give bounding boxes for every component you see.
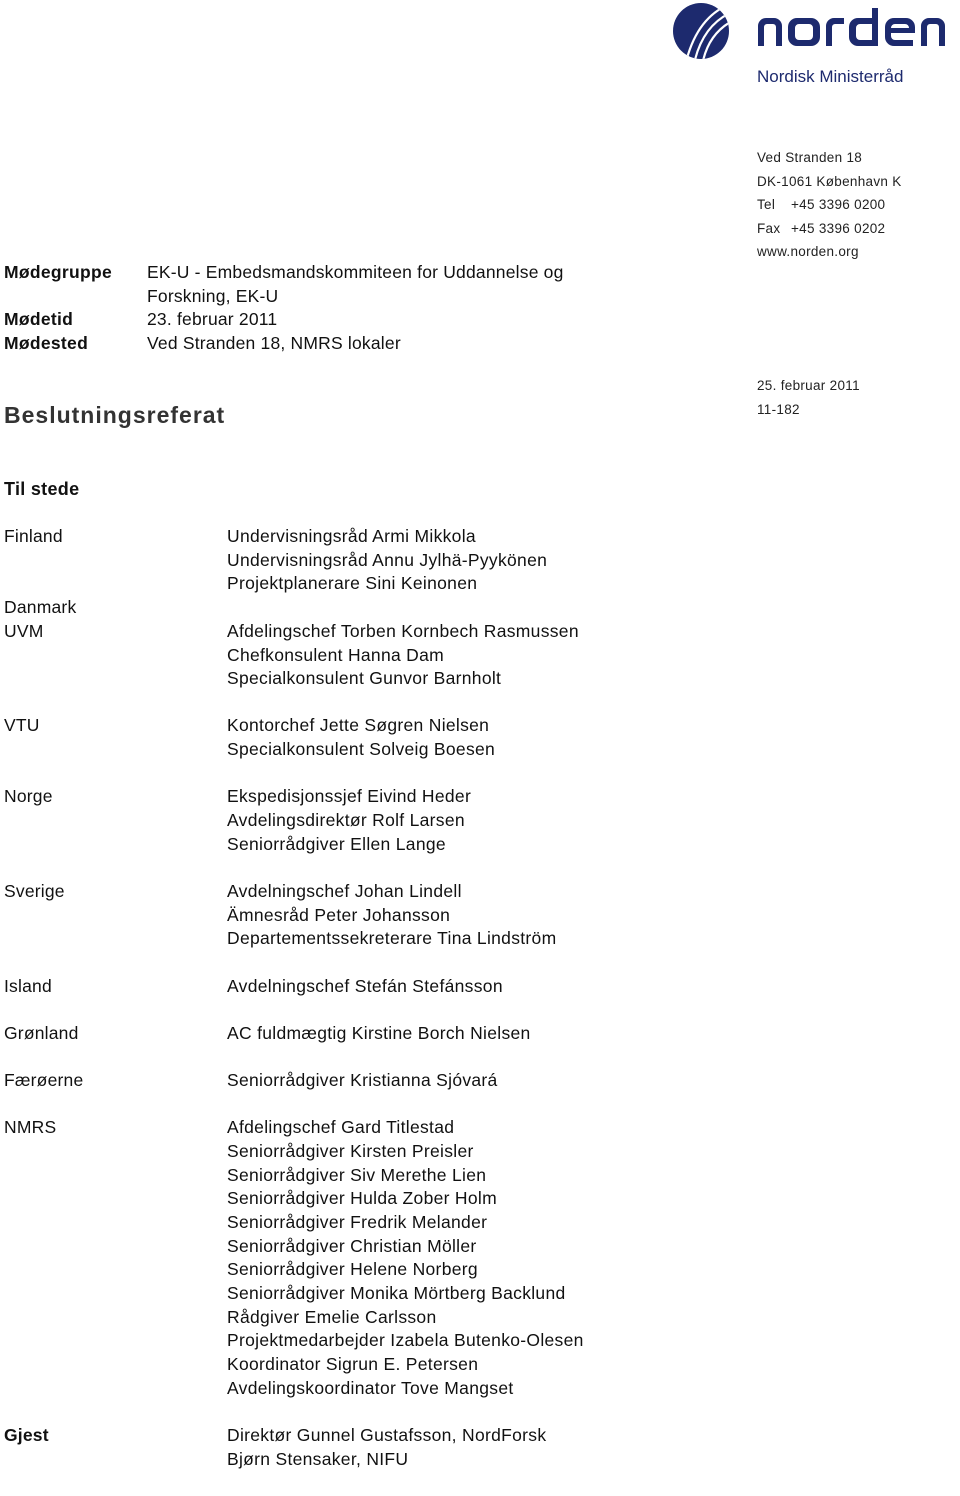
address-street: Ved Stranden 18 xyxy=(757,150,863,165)
meeting-place-value: Ved Stranden 18, NMRS lokaler xyxy=(147,333,401,354)
attendee-group-label: Færøerne xyxy=(4,1069,84,1090)
attendee-name: Afdelingschef Torben Kornbech Rasmussen xyxy=(227,620,579,641)
attendee-name: Direktør Gunnel Gustafsson, NordForsk xyxy=(227,1425,547,1446)
document-meta xyxy=(757,374,860,422)
attendee-name: Avdelingskoordinator Tove Mangset xyxy=(227,1377,514,1398)
attendee-names xyxy=(227,975,944,999)
meeting-group-value: EK-U - Embedsmandskommiteen for Uddannelse og Forskning, EK-U xyxy=(147,262,564,306)
meeting-time-row xyxy=(4,308,617,332)
meeting-group-label: Mødegruppe xyxy=(4,262,112,282)
attendee-group-label: NMRS xyxy=(4,1117,57,1138)
attendee-name: Departementssekreterare Tina Lindström xyxy=(227,928,557,949)
attendee-group xyxy=(4,1116,944,1400)
attendee-group-label: Grønland xyxy=(4,1022,79,1043)
meeting-place-row xyxy=(4,332,617,356)
present-heading: Til stede xyxy=(4,479,80,499)
attendee-group-label: Gjest xyxy=(4,1425,49,1446)
attendee-name: Rådgiver Emelie Carlsson xyxy=(227,1306,437,1327)
attendee-group-label: Sverige xyxy=(4,880,65,901)
attendee-group-label: Danmark UVM xyxy=(4,597,77,641)
attendee-group-label: Island xyxy=(4,975,52,996)
meeting-info xyxy=(4,261,617,356)
attendee-name: Seniorrådgiver Siv Merethe Lien xyxy=(227,1164,487,1185)
attendee-name: Seniorrådgiver Monika Mörtberg Backlund xyxy=(227,1283,566,1304)
attendee-names xyxy=(227,1424,944,1471)
document-reference: 11-182 xyxy=(757,402,800,417)
attendee-name: Seniorrådgiver Kirsten Preisler xyxy=(227,1140,474,1161)
address-fax: Fax +45 3396 0202 xyxy=(757,220,886,236)
address-block xyxy=(757,146,902,264)
attendee-group xyxy=(4,785,944,856)
attendee-name: Specialkonsulent Solveig Boesen xyxy=(227,739,496,760)
attendee-names xyxy=(227,785,944,856)
attendee-name: Ekspedisjonssjef Eivind Heder xyxy=(227,786,472,807)
attendee-name: Kontorchef Jette Søgren Nielsen xyxy=(227,715,490,736)
attendee-group-label: Norge xyxy=(4,786,53,807)
attendee-list xyxy=(4,525,944,1471)
meeting-group-row xyxy=(4,261,617,308)
attendee-name: Koordinator Sigrun E. Petersen xyxy=(227,1354,479,1375)
document-date: 25. februar 2011 xyxy=(757,378,860,393)
attendee-group xyxy=(4,975,944,999)
attendee-name: Undervisningsråd Annu Jylhä-Pyykönen xyxy=(227,549,548,570)
attendee-name: Projektmedarbejder Izabela Butenko-Olesen xyxy=(227,1330,584,1351)
attendee-group xyxy=(4,1069,944,1093)
attendee-names xyxy=(227,1022,944,1046)
attendee-group xyxy=(4,596,944,691)
ministry-name: Nordisk Ministerråd xyxy=(757,67,904,86)
attendee-names xyxy=(227,525,944,596)
attendee-name: Projektplanerare Sini Keinonen xyxy=(227,573,478,594)
meeting-time-value: 23. februar 2011 xyxy=(147,309,278,330)
attendee-group xyxy=(4,714,944,761)
attendee-group xyxy=(4,880,944,951)
attendee-names xyxy=(227,596,944,691)
attendee-name: Afdelingschef Gard Titlestad xyxy=(227,1117,455,1138)
logo-wordmark xyxy=(758,8,945,46)
attendee-name: Seniorrådgiver Hulda Zober Holm xyxy=(227,1188,497,1209)
document-title: Beslutningsreferat xyxy=(4,402,226,428)
address-city: DK-1061 København K xyxy=(757,173,902,189)
address-tel: Tel +45 3396 0200 xyxy=(757,197,886,213)
attendee-group-label: VTU xyxy=(4,715,40,736)
attendee-name: Seniorrådgiver Christian Möller xyxy=(227,1235,477,1256)
meeting-place-label: Mødested xyxy=(4,333,89,354)
attendee-name: Specialkonsulent Gunvor Barnholt xyxy=(227,668,502,689)
attendee-names xyxy=(227,1069,944,1093)
attendee-name: Seniorrådgiver Kristianna Sjóvará xyxy=(227,1069,498,1090)
norden-logo xyxy=(672,2,956,60)
attendee-name: Seniorrådgiver Helene Norberg xyxy=(227,1259,478,1280)
attendee-names xyxy=(227,880,944,951)
attendee-name: Ämnesråd Peter Johansson xyxy=(227,904,451,925)
swan-emblem-icon xyxy=(673,3,729,59)
attendee-name: AC fuldmægtig Kirstine Borch Nielsen xyxy=(227,1022,531,1043)
attendee-name: Undervisningsråd Armi Mikkola xyxy=(227,526,476,546)
meeting-time-label: Mødetid xyxy=(4,309,74,330)
attendee-name: Seniorrådgiver Fredrik Melander xyxy=(227,1211,488,1232)
attendee-group-label: Finland xyxy=(4,526,63,546)
attendee-name: Avdelningschef Stefán Stefánsson xyxy=(227,975,503,996)
attendee-names xyxy=(227,714,944,761)
attendee-group xyxy=(4,1424,944,1471)
attendee-name: Seniorrådgiver Ellen Lange xyxy=(227,833,446,854)
attendee-group xyxy=(4,525,944,596)
attendee-name: Chefkonsulent Hanna Dam xyxy=(227,644,445,665)
attendee-names xyxy=(227,1116,944,1400)
attendee-name: Bjørn Stensaker, NIFU xyxy=(227,1448,409,1469)
address-web[interactable]: www.norden.org xyxy=(757,244,859,260)
attendee-name: Avdelningschef Johan Lindell xyxy=(227,880,462,901)
attendee-group xyxy=(4,1022,944,1046)
attendee-name: Avdelingsdirektør Rolf Larsen xyxy=(227,810,465,831)
